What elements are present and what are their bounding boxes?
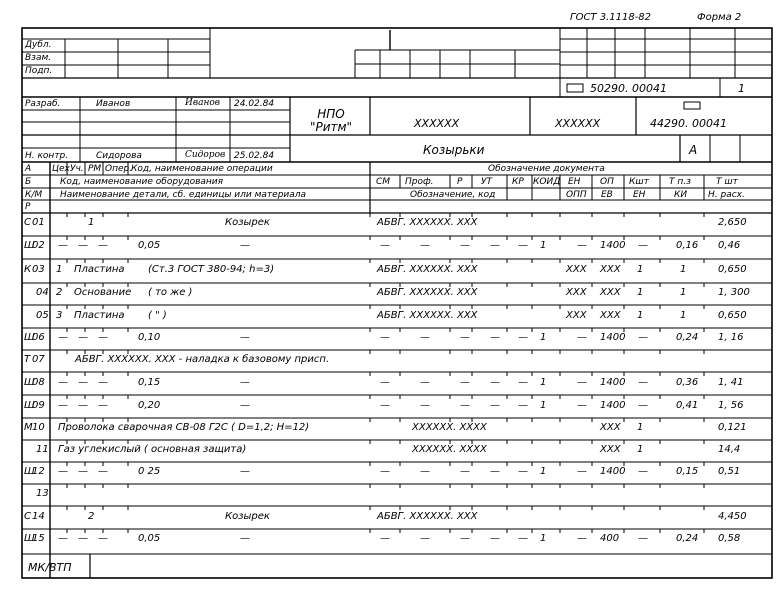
row-number: 04 (36, 287, 49, 298)
row-prefix: Ш (24, 377, 35, 388)
row-norm: 14,4 (718, 444, 741, 455)
row-en: 1 (637, 310, 644, 321)
row-tpz: 0,15 (676, 466, 699, 477)
hdr-a-5: Код, наименование операции (131, 164, 273, 174)
row-prefix: Ш (24, 466, 35, 477)
dash-mid: — (240, 533, 250, 544)
doc-number: 50290. 00041 (590, 82, 667, 95)
dash-mid: — (240, 466, 250, 477)
dash-0: — (58, 332, 68, 343)
row-number: 10 (32, 422, 45, 433)
row-tsht: 0,51 (718, 466, 741, 477)
dash-mid: — (240, 332, 250, 343)
dash-1: — (78, 400, 88, 411)
dash-2: — (98, 240, 108, 251)
row-item-number: 3 (56, 310, 63, 321)
row-number: 08 (32, 377, 45, 388)
dash-1: — (78, 240, 88, 251)
row-prefix: Ш (24, 400, 35, 411)
dash-r3: — (490, 377, 500, 388)
dash-kpt: — (638, 332, 648, 343)
dash-1: — (78, 332, 88, 343)
row-doc-code: АБВГ. XXXXXX. XXX (377, 287, 478, 298)
podp-label: Подп. (25, 66, 53, 76)
dash-kpt: — (638, 240, 648, 251)
row-doc-code: XXXXXX. XXXX (412, 444, 487, 455)
hdr-b-11: Т п.з (669, 177, 691, 187)
dash-kpt: — (638, 377, 648, 388)
dash-r4: — (518, 400, 528, 411)
row-ki: 1 (680, 264, 687, 275)
hdr-k-5: ЕН (633, 190, 646, 200)
code-1: XXXXXX (414, 117, 460, 130)
hdr-b-12: Т шт (716, 177, 738, 187)
row-ki: 1 (680, 287, 687, 298)
dash-en: — (577, 466, 587, 477)
hdr-k-7: Н. расх. (708, 190, 745, 200)
dash-r2: — (460, 377, 470, 388)
row-number: 01 (32, 217, 45, 228)
row-spec: (Ст.3 ГОСТ 380-94; h=3) (148, 264, 275, 275)
row-prefix: К (24, 264, 32, 275)
hdr-b-2: СМ (376, 177, 391, 187)
hdr-k-0: К/М (25, 190, 43, 200)
dash-r1: — (420, 533, 430, 544)
row-tpz: 0,16 (676, 240, 699, 251)
dash-r0: — (380, 400, 390, 411)
dash-kpt: — (638, 533, 648, 544)
dash-r4: — (518, 466, 528, 477)
form-label: Форма 2 (697, 12, 742, 23)
dash-r3: — (490, 466, 500, 477)
row-tsht: 1, 41 (718, 377, 744, 388)
row-kr: 1 (540, 240, 547, 251)
row-en: 1 (637, 264, 644, 275)
dash-r0: — (380, 533, 390, 544)
dash-en: — (577, 400, 587, 411)
row-tsht: 0,46 (718, 240, 741, 251)
dash-r2: — (460, 466, 470, 477)
row-tsht: 1, 56 (718, 400, 744, 411)
row-norm: 4,450 (718, 511, 747, 522)
row-en: 1 (637, 422, 644, 433)
row-op: 1400 (600, 332, 626, 343)
sheet-number: 1 (738, 82, 745, 95)
row-number: 12 (32, 466, 45, 477)
date-normcontrol: 25.02.84 (234, 151, 275, 161)
row-norm: 0,650 (718, 310, 747, 321)
row-doc-code: АБВГ. XXXXXX. XXX (377, 264, 478, 275)
row-number: 02 (32, 240, 45, 251)
dash-2: — (98, 332, 108, 343)
row-text: Газ углекислый ( основная защита) (58, 444, 247, 455)
row-text: Пластина (74, 310, 125, 321)
date-developer: 24.02.84 (234, 99, 275, 109)
dash-r0: — (380, 466, 390, 477)
row-norm: 1, 300 (718, 287, 750, 298)
role-developer: Разраб. (25, 99, 61, 109)
dash-r4: — (518, 377, 528, 388)
row-prefix: С (24, 217, 31, 228)
dash-0: — (58, 533, 68, 544)
dash-r1: — (420, 400, 430, 411)
hdr-a-1: Цех (52, 164, 70, 174)
dash-2: — (98, 377, 108, 388)
row-text: Козырек (225, 217, 270, 228)
dash-r2: — (460, 400, 470, 411)
row-number: 14 (32, 511, 45, 522)
row-opp: XXX (566, 264, 587, 275)
signature-normcontrol: Сидоров (185, 150, 226, 160)
hdr-a-3: РМ (88, 164, 102, 174)
row-doc-code: АБВГ. XXXXXX. XXX (377, 511, 478, 522)
row-kr: 1 (540, 533, 547, 544)
dash-mid: — (240, 377, 250, 388)
hdr-b-7: КОИД (533, 177, 561, 187)
hdr-k-4: ЕВ (601, 190, 613, 200)
dash-kpt: — (638, 466, 648, 477)
row-prefix: Ш (24, 332, 35, 343)
dash-en: — (577, 240, 587, 251)
hdr-b-10: Кшт (629, 177, 649, 187)
dash-r0: — (380, 332, 390, 343)
row-doc-code: АБВГ. XXXXXX. XXX (377, 217, 478, 228)
row-value: 0,05 (138, 533, 161, 544)
row-item-number: 2 (56, 287, 63, 298)
dash-0: — (58, 466, 68, 477)
product-name: Козырьки (423, 143, 485, 157)
row-text: Козырек (225, 511, 270, 522)
row-operation-number: 1 (88, 217, 95, 228)
hdr-b-0: Б (25, 177, 32, 187)
dash-r0: — (380, 377, 390, 388)
row-tpz: 0,41 (676, 400, 699, 411)
hdr-b-6: КР (512, 177, 524, 187)
hdr-b-1: Код, наименование оборудования (60, 177, 224, 187)
row-norm: 0,650 (718, 264, 747, 275)
dash-2: — (98, 533, 108, 544)
row-prefix: М (24, 422, 33, 433)
dash-r2: — (460, 533, 470, 544)
signature-developer: Иванов (185, 98, 221, 108)
hdr-k-6: КИ (674, 190, 688, 200)
row-ev: XXX (600, 264, 621, 275)
dash-r1: — (420, 377, 430, 388)
row-prefix: С (24, 511, 31, 522)
row-opp: XXX (566, 310, 587, 321)
dash-0: — (58, 377, 68, 388)
row-kr: 1 (540, 332, 547, 343)
letter: А (689, 143, 698, 157)
hdr-a-6: Обозначение документа (488, 164, 605, 174)
dash-r3: — (490, 400, 500, 411)
row-op: 1400 (600, 400, 626, 411)
hdr-a-0: А (25, 164, 32, 174)
dash-r3: — (490, 240, 500, 251)
hdr-b-9: ОП (600, 177, 614, 187)
dash-en: — (577, 332, 587, 343)
dash-r0: — (380, 240, 390, 251)
row-norm: 0,121 (718, 422, 747, 433)
row-number: 05 (36, 310, 49, 321)
dash-en: — (577, 533, 587, 544)
footer-code: МК/ВТП (28, 561, 72, 574)
dash-r2: — (460, 332, 470, 343)
hdr-b-4: Р (457, 177, 463, 187)
row-text: Пластина (74, 264, 125, 275)
row-op: 400 (600, 533, 620, 544)
dash-2: — (98, 466, 108, 477)
row-text: АБВГ. XXXXXX. XXX - наладка к базовому присп. (75, 354, 330, 365)
dash-r2: — (460, 240, 470, 251)
row-ev: XXX (600, 310, 621, 321)
row-doc-code: XXXXXX. XXXX (412, 422, 487, 433)
row-number: 06 (32, 332, 45, 343)
row-value: 0,10 (138, 332, 161, 343)
dash-1: — (78, 533, 88, 544)
hdr-a-4: Опер. (105, 164, 133, 174)
row-ev: XXX (600, 444, 621, 455)
row-en: 1 (637, 444, 644, 455)
row-op: 1400 (600, 466, 626, 477)
row-number: 03 (32, 264, 45, 275)
row-tsht: 1, 16 (718, 332, 744, 343)
dash-r3: — (490, 533, 500, 544)
vzam-label: Взам. (25, 53, 52, 63)
row-doc-code: АБВГ. XXXXXX. XXX (377, 310, 478, 321)
dash-mid: — (240, 240, 250, 251)
hdr-b-8: ЕН (568, 177, 581, 187)
hdr-r: Р (25, 202, 31, 212)
row-value: 0,05 (138, 240, 161, 251)
dash-r3: — (490, 332, 500, 343)
doc-box-icon-2 (684, 102, 700, 109)
row-operation-number: 2 (88, 511, 95, 522)
row-prefix: Ш (24, 533, 35, 544)
row-tsht: 0,58 (718, 533, 741, 544)
row-kr: 1 (540, 466, 547, 477)
doc-box-icon (567, 84, 583, 92)
row-text: Проволока сварочная СВ-08 Г2С ( D=1,2; Н=12) (58, 422, 310, 433)
row-en: 1 (637, 287, 644, 298)
dash-r1: — (420, 466, 430, 477)
dash-1: — (78, 466, 88, 477)
hdr-b-3: Проф. (405, 177, 434, 187)
row-ki: 1 (680, 310, 687, 321)
row-op: 1400 (600, 240, 626, 251)
row-number: 09 (32, 400, 45, 411)
dash-1: — (78, 377, 88, 388)
dash-r4: — (518, 332, 528, 343)
dash-r4: — (518, 240, 528, 251)
row-prefix: Ш (24, 240, 35, 251)
row-kr: 1 (540, 377, 547, 388)
row-value: 0,20 (138, 400, 161, 411)
dash-r1: — (420, 332, 430, 343)
row-spec: ( " ) (148, 310, 167, 321)
row-spec: ( то же ) (148, 287, 193, 298)
org-name: НПО "Ритм" (309, 107, 353, 134)
dubl-label: Дубл. (25, 40, 52, 50)
row-item-number: 1 (56, 264, 63, 275)
dash-0: — (58, 240, 68, 251)
name-normcontrol: Сидорова (96, 151, 142, 161)
dash-0: — (58, 400, 68, 411)
hdr-b-5: УТ (481, 177, 492, 187)
row-tpz: 0,24 (676, 533, 699, 544)
dash-kpt: — (638, 400, 648, 411)
row-opp: XXX (566, 287, 587, 298)
row-op: 1400 (600, 377, 626, 388)
row-number: 13 (36, 488, 49, 499)
hdr-k-1: Наименование детали, сб. единицы или материала (60, 190, 307, 200)
row-number: 07 (32, 354, 45, 365)
hdr-k-3: ОПП (566, 190, 587, 200)
hdr-a-2: Уч. (70, 164, 84, 174)
name-developer: Иванов (96, 99, 131, 109)
dash-r4: — (518, 533, 528, 544)
row-value: 0,15 (138, 377, 161, 388)
row-number: 15 (32, 533, 45, 544)
row-ev: XXX (600, 422, 621, 433)
dash-2: — (98, 400, 108, 411)
row-number: 11 (36, 444, 49, 455)
hdr-k-2: Обозначение, код (410, 190, 496, 200)
row-prefix: Т (24, 354, 31, 365)
code-2: XXXXXX (555, 117, 601, 130)
row-tpz: 0,24 (676, 332, 699, 343)
row-kr: 1 (540, 400, 547, 411)
role-normcontrol: Н. контр. (25, 151, 69, 161)
row-value: 0 25 (138, 466, 161, 477)
doc-code: 44290. 00041 (650, 117, 727, 130)
dash-r1: — (420, 240, 430, 251)
standard-label: ГОСТ 3.1118-82 (570, 12, 652, 23)
row-ev: XXX (600, 287, 621, 298)
row-tpz: 0,36 (676, 377, 699, 388)
row-norm: 2,650 (718, 217, 747, 228)
dash-en: — (577, 377, 587, 388)
dash-mid: — (240, 400, 250, 411)
row-text: Основание (74, 287, 132, 298)
